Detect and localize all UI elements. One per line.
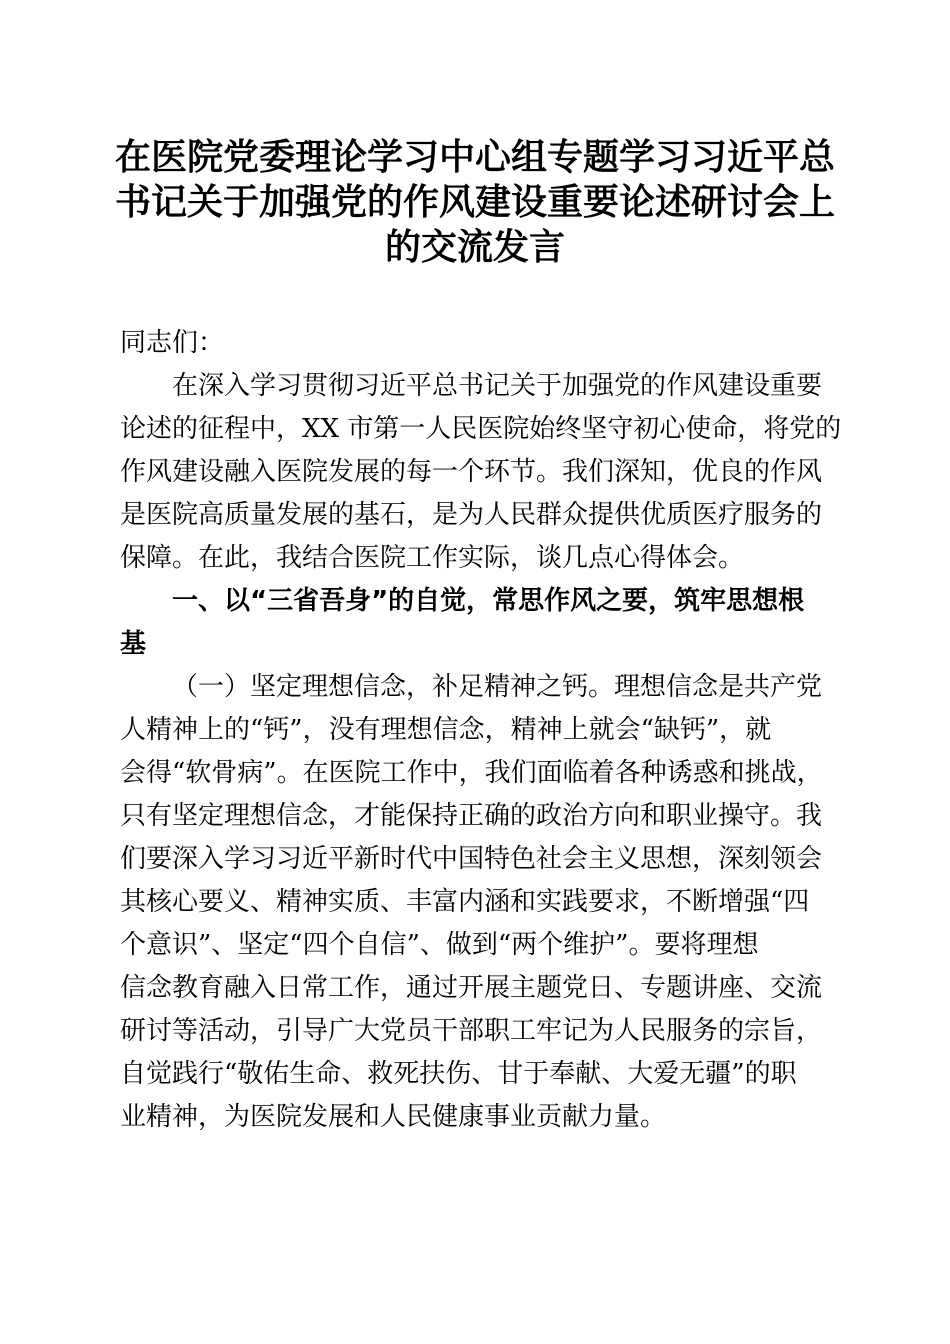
intro-line: 是医院高质量发展的基石，是为人民群众提供优质医疗服务的 [120, 500, 823, 530]
intro-line: 作风建设融入医院发展的每一个环节。我们深知，优良的作风 [120, 457, 823, 487]
salutation [120, 322, 832, 365]
subsection-line: 信念教育融入日常工作，通过开展主题党日、专题讲座、交流 [120, 973, 823, 1003]
subsection-line: 只有坚定理想信念，才能保持正确的政治方向和职业操守。我 [120, 801, 823, 831]
title-line-2: 书记关于加强党的作风建设重要论述研讨会上 [114, 181, 835, 223]
title-line-3: 的交流发言 [384, 226, 565, 268]
subsection-line: 人精神上的“钙”，没有理想信念，精神上就会“缺钙”，就 [120, 715, 772, 745]
section-1-heading [120, 580, 832, 666]
salutation-text: 同志们： [120, 328, 225, 358]
subsection-line: 会得“软骨病”。在医院工作中，我们面临着各种诱惑和挑战， [120, 758, 823, 788]
subsection-line: （一）坚定理想信念，补足精神之钙。理想信念是共产党 [172, 672, 823, 702]
intro-line: 保障。在此，我结合医院工作实际，谈几点心得体会。 [120, 543, 745, 573]
intro-paragraph [120, 365, 842, 580]
subsection-line: 个意识”、坚定“四个自信”、做到“两个维护”。要将理想 [120, 930, 759, 960]
title-line-1: 在医院党委理论学习中心组专题学习习近平总 [114, 136, 835, 178]
document-title [110, 135, 840, 270]
section-heading-line: 基 [120, 629, 147, 659]
intro-line: 在深入学习贯彻习近平总书记关于加强党的作风建设重要 [172, 371, 823, 401]
subsection-line: 研讨等活动，引导广大党员干部职工牢记为人民服务的宗旨， [120, 1016, 823, 1046]
subsection-line: 自觉践行“敬佑生命、救死扶伤、甘于奉献、大爱无疆”的职 [120, 1059, 797, 1089]
subsection-line: 其核心要义、精神实质、丰富内涵和实践要求，不断增强“四 [120, 887, 810, 917]
section-heading-line: 一、以“三省吾身”的自觉，常思作风之要，筑牢思想根 [172, 586, 805, 616]
subsection-1-paragraph [120, 666, 832, 1139]
subsection-line: 业精神，为医院发展和人民健康事业贡献力量。 [120, 1102, 667, 1132]
subsection-line: 们要深入学习习近平新时代中国特色社会主义思想，深刻领会 [120, 844, 823, 874]
intro-line: 论述的征程中，XX 市第一人民医院始终坚守初心使命，将党的 [120, 414, 842, 444]
document-body [120, 322, 842, 1139]
